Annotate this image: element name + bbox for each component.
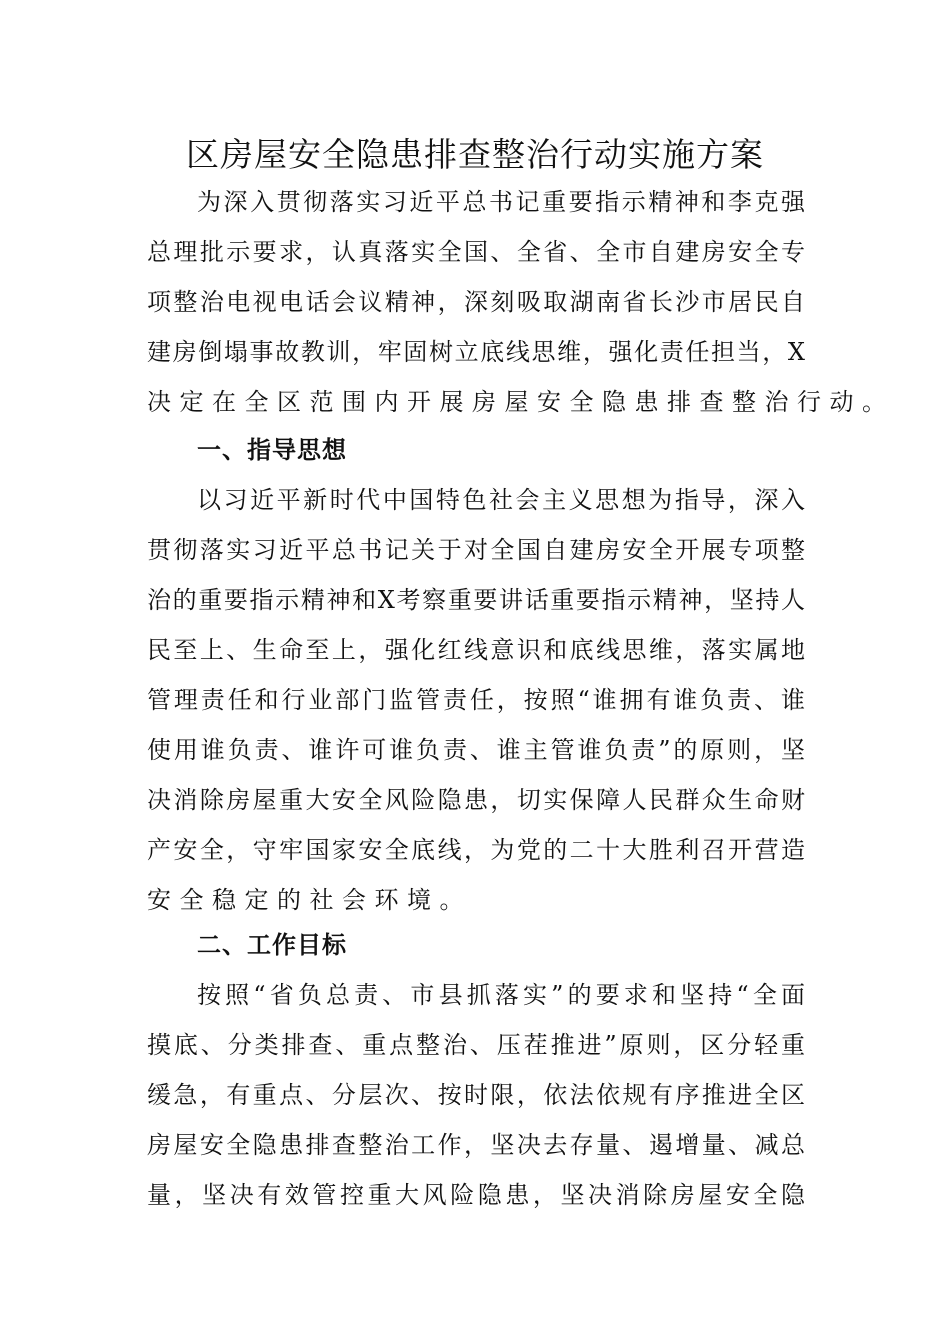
paragraph-line: 治的重要指示精神和X考察重要讲话重要指示精神，坚持人	[147, 586, 805, 614]
paragraph-line: 决消除房屋重大安全风险隐患，切实保障人民群众生命财	[147, 786, 805, 814]
section-paragraph	[147, 970, 805, 1220]
paragraph-line: 安全稳定的社会环境。	[147, 886, 472, 914]
paragraph-line: 项整治电视电话会议精神，深刻吸取湖南省长沙市居民自	[147, 288, 805, 316]
paragraph-line: 总理批示要求，认真落实全国、全省、全市自建房安全专	[147, 238, 805, 266]
paragraph-line: 房屋安全隐患排查整治工作，坚决去存量、遏增量、减总	[147, 1131, 805, 1159]
paragraph-line: 民至上、生命至上，强化红线意识和底线思维，落实属地	[147, 636, 805, 664]
section-paragraph	[147, 475, 805, 925]
paragraph-line: 贯彻落实习近平总书记关于对全国自建房安全开展专项整	[147, 536, 805, 564]
intro-paragraph	[147, 177, 895, 427]
paragraph-line: 使用谁负责、谁许可谁负责、谁主管谁负责”的原则，坚	[147, 736, 805, 764]
paragraph-line: 建房倒塌事故教训，牢固树立底线思维，强化责任担当，X	[147, 338, 805, 366]
paragraph-line: 以习近平新时代中国特色社会主义思想为指导，深入	[197, 486, 805, 514]
section-heading: 二、工作目标	[197, 931, 347, 959]
paragraph-line: 为深入贯彻落实习近平总书记重要指示精神和李克强	[197, 188, 805, 216]
document-title: 区房屋安全隐患排查整治行动实施方案	[186, 135, 764, 174]
paragraph-line: 管理责任和行业部门监管责任，按照“谁拥有谁负责、谁	[147, 686, 805, 714]
paragraph-line: 按照“省负总责、市县抓落实”的要求和坚持“全面	[197, 981, 805, 1009]
paragraph-line: 摸底、分类排查、重点整治、压茬推进”原则，区分轻重	[147, 1031, 805, 1059]
paragraph-line: 缓急，有重点、分层次、按时限，依法依规有序推进全区	[147, 1081, 805, 1109]
paragraph-line: 决定在全区范围内开展房屋安全隐患排查整治行动。	[147, 388, 895, 416]
paragraph-line: 量，坚决有效管控重大风险隐患，坚决消除房屋安全隐	[147, 1181, 805, 1209]
paragraph-line: 产安全，守牢国家安全底线，为党的二十大胜利召开营造	[147, 836, 805, 864]
section-heading: 一、指导思想	[197, 436, 347, 464]
